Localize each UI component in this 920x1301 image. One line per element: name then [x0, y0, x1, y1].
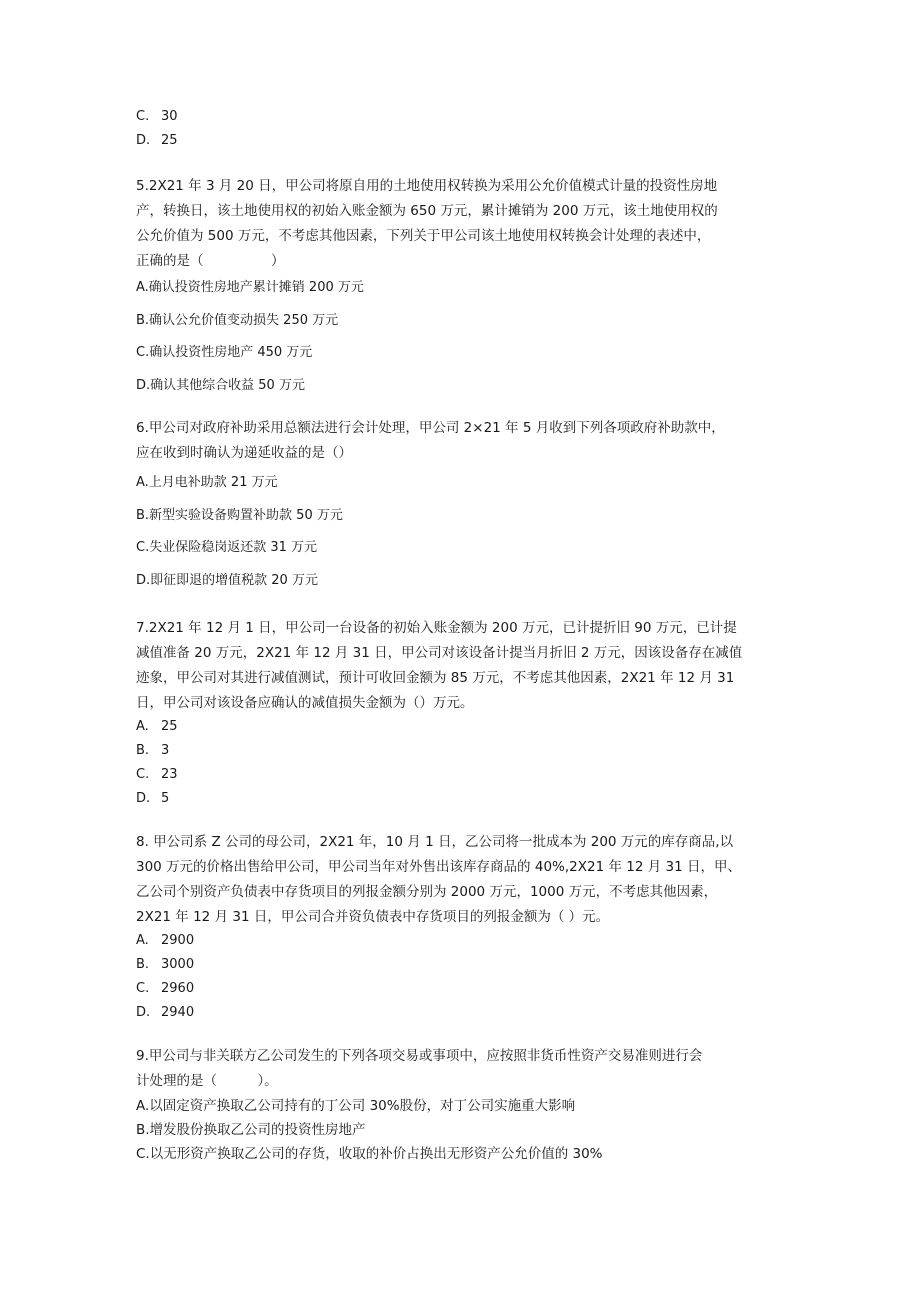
stem-line: 公允价值为 500 万元，不考虑其他因素，下列关于甲公司该土地使用权转换会计处理的表述中，: [136, 228, 711, 244]
option-b: B. 3000: [136, 957, 195, 972]
stem-line: 正确的是（ ）: [136, 253, 285, 269]
option-c: C. 2960: [136, 981, 195, 996]
option-c: C. 23: [136, 767, 178, 782]
question-8-options: [136, 929, 796, 1025]
option-a: A.以固定资产换取乙公司持有的丁公司 30%股份，对丁公司实施重大影响: [136, 1098, 576, 1114]
stem-line: 计处理的是（ ）。: [136, 1073, 278, 1089]
question-4-options: [136, 105, 796, 153]
stem-line: 9.甲公司与非关联方乙公司发生的下列各项交易或事项中，应按照非货币性资产交易准则进行会: [136, 1048, 703, 1064]
stem-line: 8. 甲公司系 Z 公司的母公司，2X21 年，10 月 1 日，乙公司将一批成本为 200 万元的库存商品,以: [136, 834, 734, 850]
stem-line: 迹象，甲公司对其进行减值测试，预计可收回金额为 85 万元，不考虑其他因素，2X21 年 12 月 31: [136, 670, 735, 686]
option-c: C.失业保险稳岗返还款 31 万元: [136, 540, 318, 555]
option-c: C.确认投资性房地产 450 万元: [136, 345, 313, 360]
stem-line: 2X21 年 12 月 31 日，甲公司合并资负债表中存货项目的列报金额为（ ）元。: [136, 909, 610, 925]
option-d: D. 2940: [136, 1005, 195, 1020]
question-5-stem: [136, 174, 796, 274]
stem-line: 产，转换日，该土地使用权的初始入账金额为 650 万元，累计摊销为 200 万元，该土地使用权的: [136, 203, 718, 219]
option-a: A.确认投资性房地产累计摊销 200 万元: [136, 280, 364, 295]
option-c: C.以无形资产换取乙公司的存货，收取的补价占换出无形资产公允价值的 30%: [136, 1146, 603, 1162]
option-d: D. 5: [136, 791, 170, 806]
stem-line: 减值准备 20 万元，2X21 年 12 月 31 日，甲公司对该设备计提当月折旧 2 万元，因该设备存在减值: [136, 645, 743, 661]
option-b: B. 3: [136, 743, 170, 758]
question-6-stem: [136, 416, 796, 466]
option-a: A. 2900: [136, 933, 195, 948]
option-a: A. 25: [136, 719, 178, 734]
question-5-options: [136, 272, 796, 402]
stem-line: 应在收到时确认为递延收益的是（）: [136, 445, 352, 461]
stem-line: 6.甲公司对政府补助采用总额法进行会计处理，甲公司 2×21 年 5 月收到下列各项政府补助款中，: [136, 420, 725, 436]
stem-line: 日，甲公司对该设备应确认的减值损失金额为（）万元。: [136, 695, 474, 711]
question-9-stem: [136, 1044, 796, 1094]
option-c: C. 30: [136, 109, 178, 124]
stem-line: 5.2X21 年 3 月 20 日，甲公司将原自用的土地使用权转换为采用公允价值模式计量的投资性房地: [136, 178, 718, 194]
stem-line: 乙公司个别资产负债表中存货项目的列报金额分别为 2000 万元，1000 万元，不考虑其他因素，: [136, 884, 718, 900]
option-b: B.确认公允价值变动损失 250 万元: [136, 312, 339, 328]
option-d: D.确认其他综合收益 50 万元: [136, 377, 305, 393]
stem-line: 7.2X21 年 12 月 1 日，甲公司一台设备的初始入账金额为 200 万元，已计提折旧 90 万元，已计提: [136, 620, 737, 636]
question-6-options: [136, 467, 796, 597]
option-d: D. 25: [136, 133, 178, 148]
option-a: A.上月电补助款 21 万元: [136, 475, 278, 490]
question-7-options: [136, 715, 796, 811]
option-b: B.增发股份换取乙公司的投资性房地产: [136, 1122, 366, 1138]
question-8-stem: [136, 830, 796, 930]
stem-line: 300 万元的价格出售给甲公司，甲公司当年对外售出该库存商品的 40%,2X21 年 12 月 31 日，甲、: [136, 859, 741, 875]
option-d: D.即征即退的增值税款 20 万元: [136, 572, 318, 588]
question-7-stem: [136, 616, 796, 716]
option-b: B.新型实验设备购置补助款 50 万元: [136, 507, 343, 523]
question-9-options: [136, 1094, 796, 1166]
